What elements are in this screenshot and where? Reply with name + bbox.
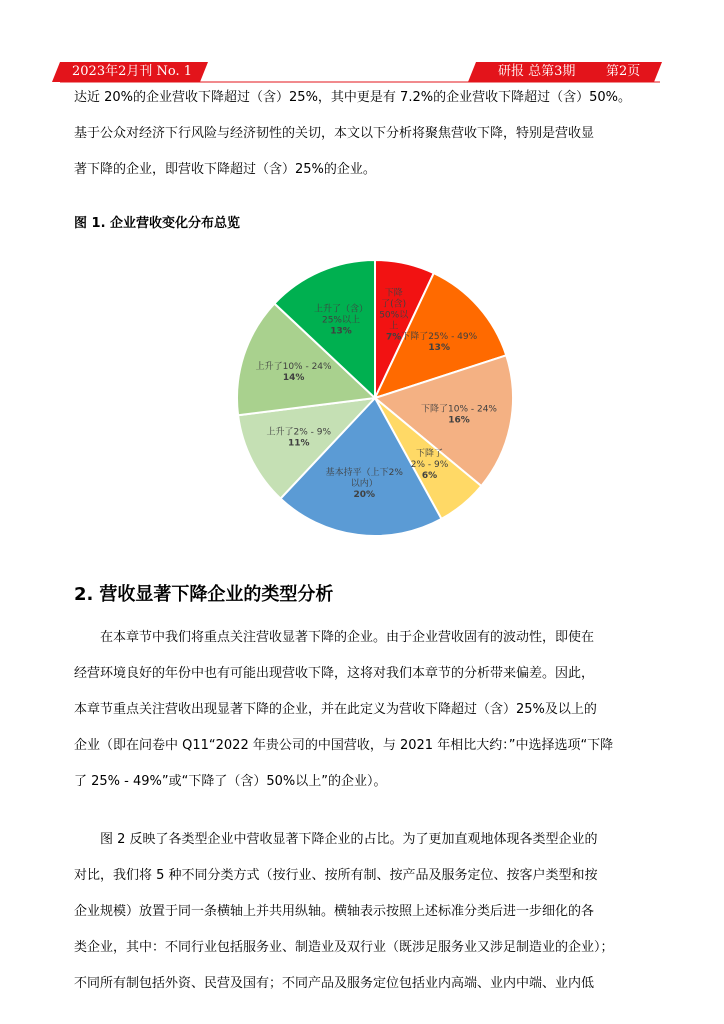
section-number: 2. [74, 584, 94, 605]
section-title: 营收显著下降企业的类型分析 [99, 584, 334, 605]
pie-slice-label-2: 下降了10% - 24% 16% [421, 404, 497, 426]
pie-slice-label-4: 基本持平（上下2%以内） 20% [325, 467, 403, 500]
figure-caption: 图 1. 企业营收变化分布总览 [74, 216, 241, 231]
header-issue-label: 2023年2月刊 No. 1 [72, 64, 192, 79]
body-paragraph-line: 在本章节中我们将重点关注营收显著下降的企业。由于企业营收固有的波动性，即使在 [74, 630, 595, 645]
body-paragraph-line: 基于公众对经济下行风险与经济韧性的关切，本文以下分析将聚焦营收下降，特别是营收显 [74, 126, 595, 141]
body-paragraph-line: 不同所有制包括外资、民营及国有；不同产品及服务定位包括业内高端、业内中端、业内低 [74, 976, 595, 991]
pie-slice-label-6: 上升了10% - 24% 14% [255, 362, 332, 384]
section-heading [74, 580, 339, 606]
body-paragraph-line: 达近 20%的企业营收下降超过（含）25%，其中更是有 7.2%的企业营收下降超过（含）50%。 [74, 90, 631, 105]
body-paragraph-line: 企业（即在问卷中 Q11“2022 年贵公司的中国营收，与 2021 年相比大约：”中选择选项“下降 [74, 738, 614, 753]
pie-slice-label-1: 下降了25% - 49% 13% [401, 331, 478, 353]
header-page-number: 第2页 [606, 64, 641, 79]
header-series-label: 研报 总第3期 [498, 64, 576, 79]
body-paragraph-line: 对比，我们将 5 种不同分类方式（按行业、按所有制、按产品及服务定位、按客户类型和按 [74, 868, 598, 883]
body-paragraph-line: 著下降的企业，即营收下降超过（含）25%的企业。 [74, 162, 376, 177]
body-paragraph-line: 了 25% - 49%”或“下降了（含）50%以上”的企业）。 [74, 774, 387, 789]
pie-slice-label-5: 上升了2% - 9% 11% [266, 427, 332, 449]
body-paragraph-line: 企业规模）放置于同一条横轴上并共用纵轴。横轴表示按照上述标准分类后进一步细化的各 [74, 904, 595, 919]
body-paragraph-line: 本章节重点关注营收出现显著下降的企业，并在此定义为营收下降超过（含）25%及以上的 [74, 702, 597, 717]
body-paragraph-line: 图 2 反映了各类型企业中营收显著下降企业的占比。为了更加直观地体现各类型企业的 [74, 832, 598, 847]
pie-slice-label-0: 下降了(含) 50%以上 7% [379, 288, 409, 343]
body-paragraph-line: 经营环境良好的年份中也有可能出现营收下降，这将对我们本章节的分析带来偏差。因此， [74, 666, 595, 681]
body-paragraph-line: 类企业，其中：不同行业包括服务业、制造业及双行业（既涉足服务业又涉足制造业的企业）； [74, 940, 614, 955]
pie-slice-label-3: 下降了 2% - 9% 6% [410, 448, 449, 481]
pie-slice-label-7: 上升了（含） 25%以上 13% [313, 304, 369, 337]
pie-chart [200, 248, 530, 548]
